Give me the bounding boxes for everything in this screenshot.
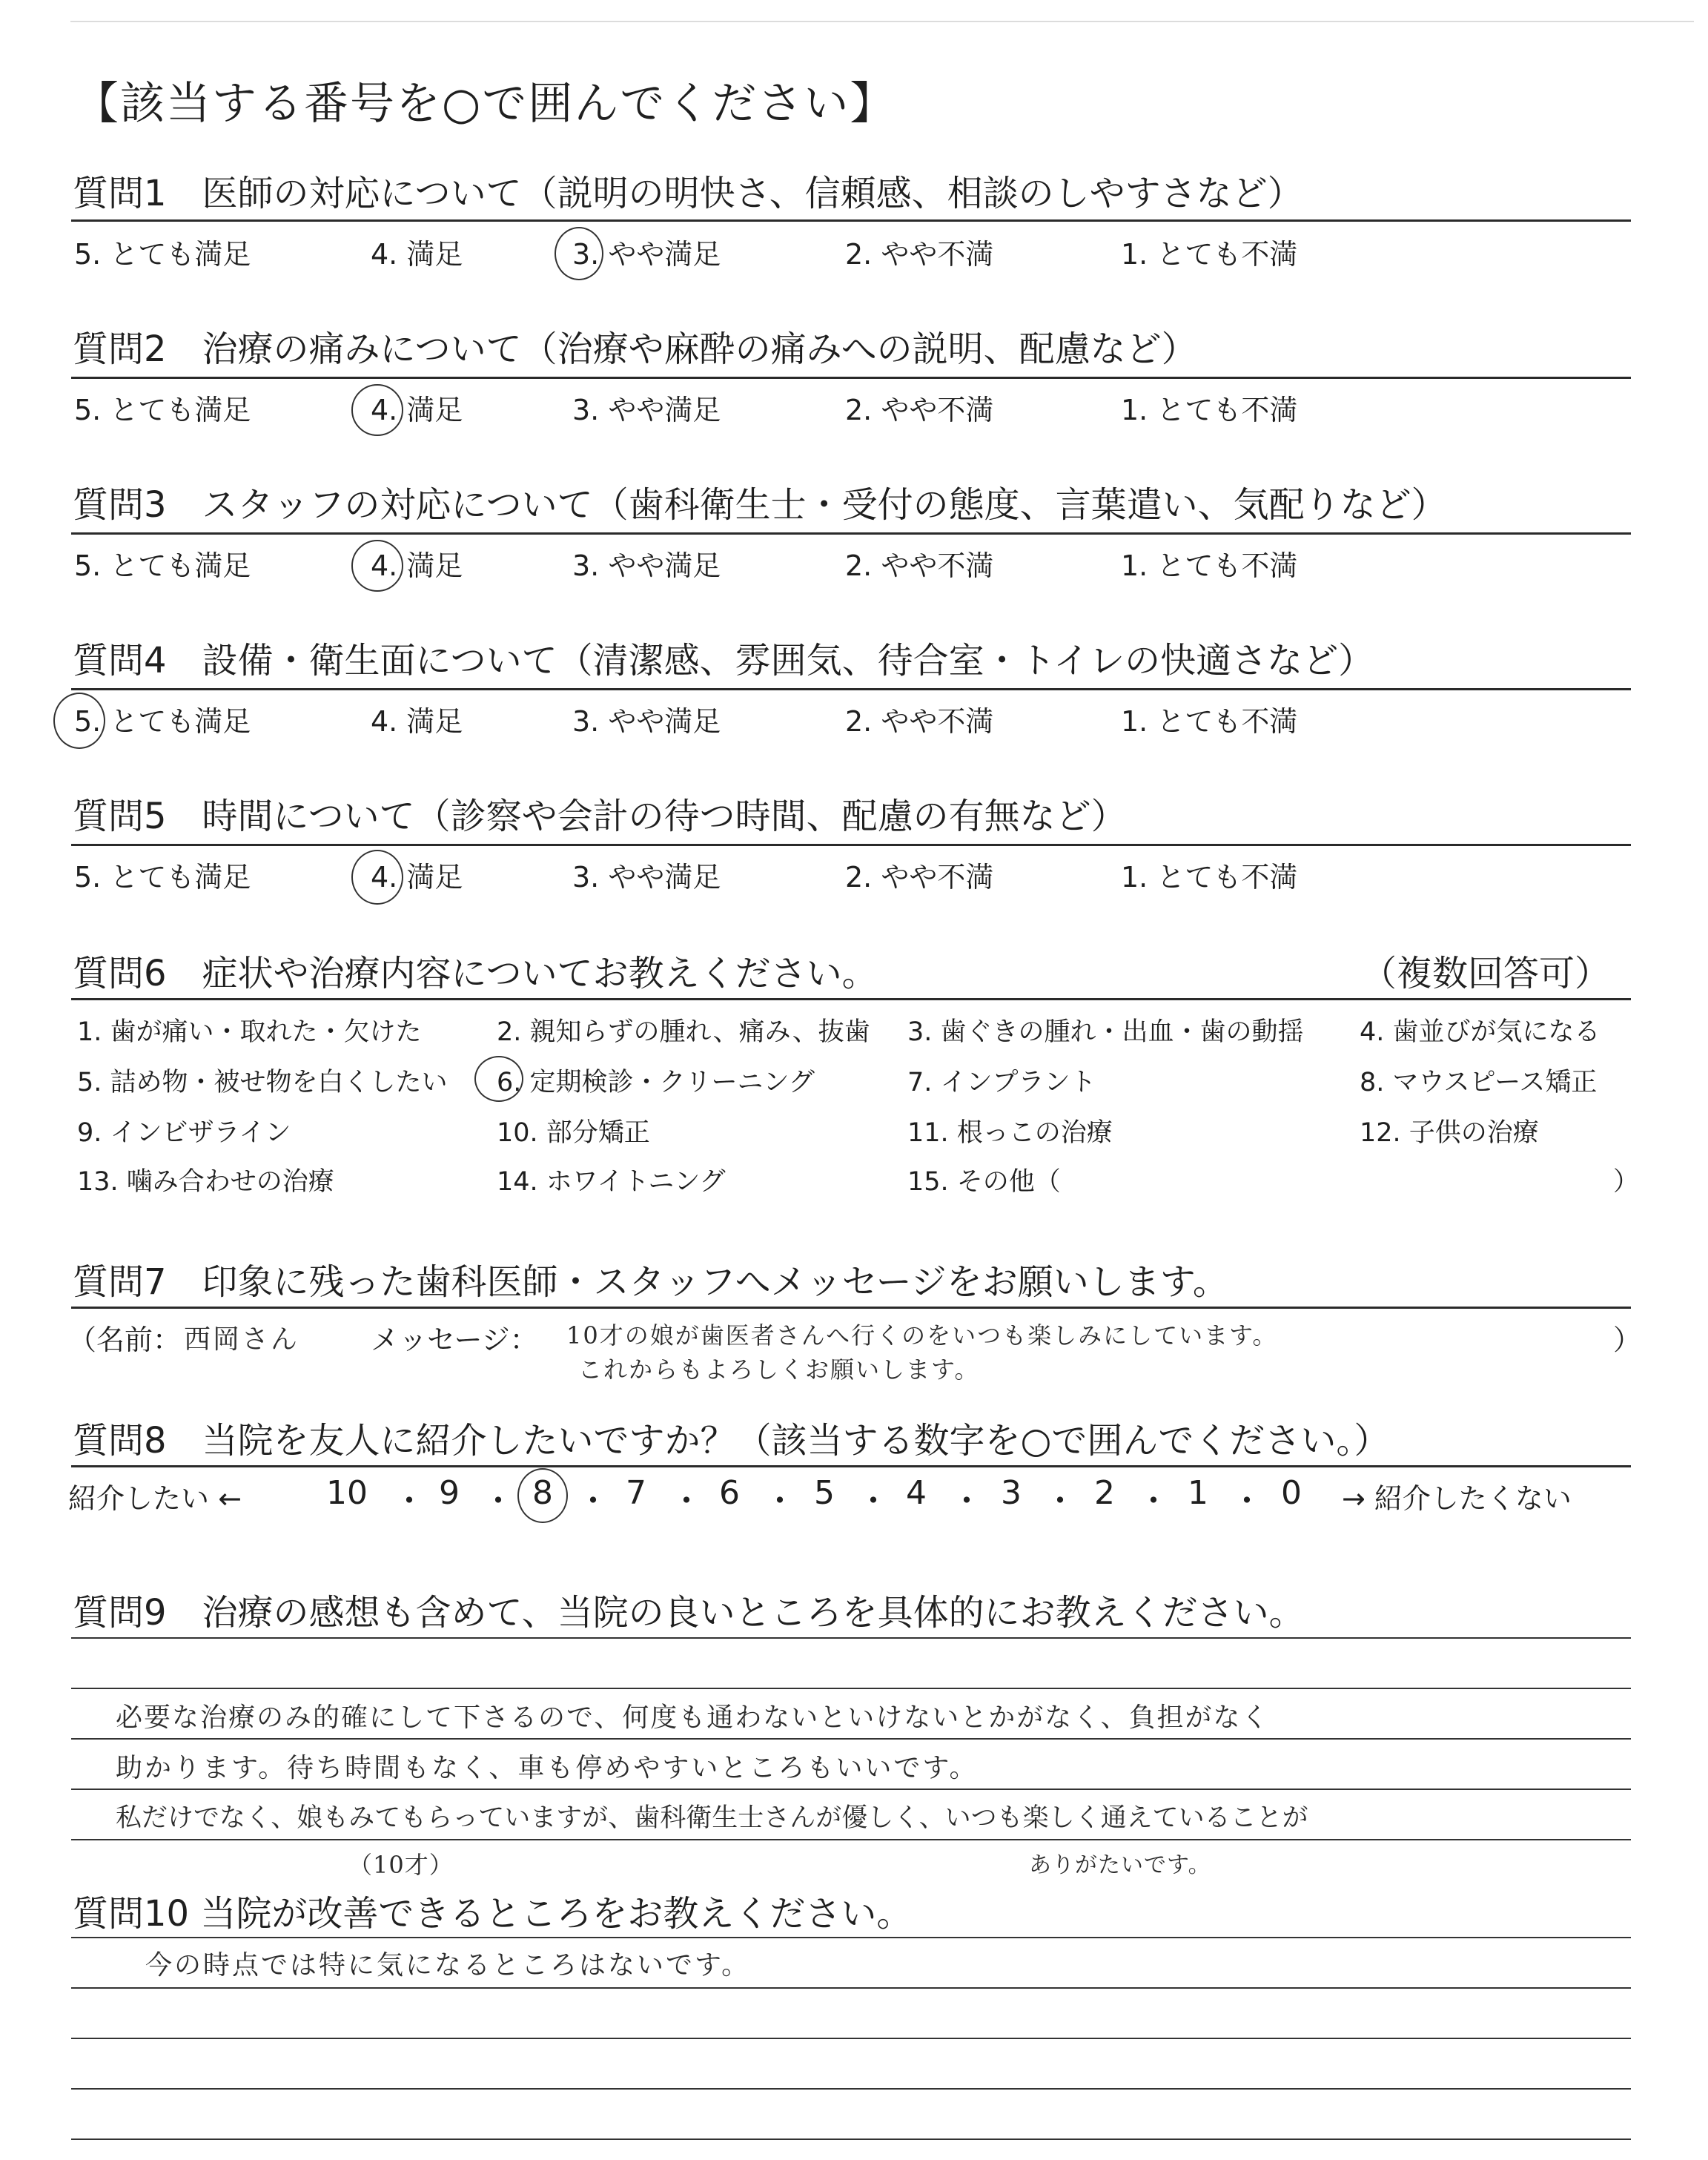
- q3-option-2[interactable]: 2. やや不満: [845, 549, 994, 582]
- q8-separator: ・: [1044, 1482, 1076, 1520]
- q1-rule: [71, 219, 1631, 222]
- q9-answer-line2: 助かります。待ち時間もなく、車も停めやすいところもいいです。: [116, 1753, 979, 1783]
- q8-scale-6[interactable]: 6: [719, 1474, 740, 1512]
- q6-multi-answer-note: （複数回答可）: [1361, 953, 1611, 994]
- q4-option-2[interactable]: 2. やや不満: [845, 705, 994, 738]
- q1-option-3[interactable]: 3. やや満足: [572, 238, 721, 271]
- q6-option-2[interactable]: 2. 親知らずの腫れ、痛み、抜歯: [497, 1017, 870, 1047]
- scan-top-edge: [70, 21, 1694, 22]
- q8-separator: ・: [857, 1482, 890, 1520]
- q3-option-1[interactable]: 1. とても不満: [1121, 549, 1298, 582]
- q3-option-3[interactable]: 3. やや満足: [572, 549, 721, 582]
- q2-rule: [71, 377, 1631, 379]
- q1-option-4[interactable]: 4. 満足: [371, 238, 463, 271]
- q5-option-4[interactable]: 4. 満足: [371, 861, 463, 894]
- q1-heading: 質問1 医師の対応について（説明の明快さ、信頼感、相談のしやすさなど）: [73, 173, 1303, 214]
- q6-selection-circle: [474, 1056, 523, 1102]
- q6-other-close-paren: ）: [1613, 1167, 1640, 1197]
- q6-rule: [71, 998, 1631, 1000]
- q1-option-5[interactable]: 5. とても満足: [74, 238, 251, 271]
- q7-name-value: 西岡さん: [184, 1324, 300, 1355]
- q4-heading: 質問4 設備・衛生面について（清潔感、雰囲気、待合室・トイレの快適さなど）: [73, 640, 1374, 681]
- q2-option-4[interactable]: 4. 満足: [371, 394, 463, 426]
- q10-line-3: [71, 2088, 1631, 2090]
- q10-line-1: [71, 1987, 1631, 1989]
- q9-line-2: [71, 1738, 1631, 1740]
- q5-heading: 質問5 時間について（診察や会計の待つ時間、配慮の有無など）: [73, 796, 1127, 837]
- q6-heading: 質問6 症状や治療内容についてお教えください。: [73, 953, 878, 994]
- q1-option-2[interactable]: 2. やや不満: [845, 238, 994, 271]
- q6-option-13[interactable]: 13. 噛み合わせの治療: [77, 1167, 334, 1197]
- q8-left-label: 紹介したい ←: [68, 1482, 242, 1515]
- q8-separator: ・: [950, 1482, 983, 1520]
- q1-option-1[interactable]: 1. とても不満: [1121, 238, 1298, 271]
- q6-option-7[interactable]: 7. インプラント: [907, 1068, 1096, 1097]
- q9-heading: 質問9 治療の感想も含めて、当院の良いところを具体的にお教えください。: [73, 1592, 1305, 1634]
- q8-separator: ・: [577, 1482, 609, 1520]
- q8-scale-10[interactable]: 10: [326, 1474, 368, 1512]
- q3-option-4[interactable]: 4. 満足: [371, 549, 463, 582]
- q8-separator: ・: [393, 1482, 426, 1520]
- q6-option-8[interactable]: 8. マウスピース矯正: [1360, 1068, 1598, 1097]
- q8-separator: ・: [670, 1482, 703, 1520]
- q4-option-5[interactable]: 5. とても満足: [74, 705, 251, 738]
- q4-selection-circle: [53, 693, 105, 749]
- q5-option-5[interactable]: 5. とても満足: [74, 861, 251, 894]
- q2-option-2[interactable]: 2. やや不満: [845, 394, 994, 426]
- q7-message-line2: これからもよろしくお願いします。: [578, 1355, 980, 1384]
- q6-option-6[interactable]: 6. 定期検診・クリーニング: [497, 1068, 815, 1097]
- q8-scale-0[interactable]: 0: [1281, 1474, 1302, 1512]
- q2-selection-circle: [351, 384, 403, 436]
- q6-option-4[interactable]: 4. 歯並びが気になる: [1360, 1017, 1601, 1047]
- q8-scale-5[interactable]: 5: [814, 1474, 835, 1512]
- q8-scale-8[interactable]: 8: [532, 1474, 553, 1512]
- q4-rule: [71, 688, 1631, 690]
- q6-option-3[interactable]: 3. 歯ぐきの腫れ・出血・歯の動揺: [907, 1017, 1304, 1047]
- q6-option-10[interactable]: 10. 部分矯正: [497, 1118, 650, 1148]
- q7-message-line1: 10才の娘が歯医者さんへ行くのをいつも楽しみにしています。: [566, 1321, 1278, 1350]
- q8-scale-7[interactable]: 7: [626, 1474, 646, 1512]
- q2-option-1[interactable]: 1. とても不満: [1121, 394, 1298, 426]
- q1-selection-circle: [555, 227, 603, 280]
- q10-line-0: [71, 1937, 1631, 1938]
- q9-answer-line4: ありがたいです。: [1029, 1852, 1211, 1878]
- q6-option-12[interactable]: 12. 子供の治療: [1360, 1118, 1539, 1148]
- q7-name-label: （名前：: [68, 1324, 182, 1356]
- q9-line-0: [71, 1637, 1631, 1639]
- q9-answer-insert: （10才）: [348, 1851, 454, 1879]
- q5-option-3[interactable]: 3. やや満足: [572, 861, 721, 894]
- q6-option-15[interactable]: 15. その他（: [907, 1167, 1061, 1197]
- q8-scale-4[interactable]: 4: [906, 1474, 927, 1512]
- q6-option-9[interactable]: 9. インビザライン: [77, 1118, 291, 1148]
- q8-scale-2[interactable]: 2: [1094, 1474, 1115, 1512]
- q10-heading: 質問10 当院が改善できるところをお教えください。: [73, 1893, 913, 1935]
- q5-option-1[interactable]: 1. とても不満: [1121, 861, 1298, 894]
- q5-option-2[interactable]: 2. やや不満: [845, 861, 994, 894]
- q6-option-11[interactable]: 11. 根っこの治療: [907, 1118, 1113, 1148]
- q9-line-1: [71, 1688, 1631, 1689]
- q3-selection-circle: [351, 540, 403, 592]
- q2-option-5[interactable]: 5. とても満足: [74, 394, 251, 426]
- q8-separator: ・: [764, 1482, 796, 1520]
- q7-close-paren: ）: [1613, 1324, 1642, 1356]
- q10-line-2: [71, 2038, 1631, 2039]
- q5-rule: [71, 844, 1631, 846]
- q8-scale-9[interactable]: 9: [439, 1474, 460, 1512]
- q8-scale-3[interactable]: 3: [1001, 1474, 1022, 1512]
- q4-option-4[interactable]: 4. 満足: [371, 705, 463, 738]
- q9-answer-line1: 必要な治療のみ的確にして下さるので、何度も通わないといけないとかがなく、負担がなく: [116, 1702, 1270, 1733]
- q10-line-4: [71, 2138, 1631, 2140]
- q3-heading: 質問3 スタッフの対応について（歯科衛生士・受付の態度、言葉遣い、気配りなど）: [73, 484, 1447, 526]
- q10-answer: 今の時点では特に気になるところはないです。: [145, 1950, 751, 1981]
- q6-option-1[interactable]: 1. 歯が痛い・取れた・欠けた: [77, 1017, 422, 1047]
- q9-answer-line3: 私だけでなく、娘もみてもらっていますが、歯科衛生士さんが優しく、いつも楽しく通えていることが: [116, 1803, 1308, 1833]
- q6-option-14[interactable]: 14. ホワイトニング: [497, 1167, 726, 1197]
- q8-separator: ・: [482, 1482, 514, 1520]
- q8-right-label: → 紹介したくない: [1342, 1482, 1572, 1515]
- q8-separator: ・: [1231, 1482, 1263, 1520]
- q8-scale-1[interactable]: 1: [1188, 1474, 1208, 1512]
- q7-rule: [71, 1307, 1631, 1309]
- q6-option-5[interactable]: 5. 詰め物・被せ物を白くしたい: [77, 1068, 448, 1097]
- form-title: 【該当する番号を○で囲んでください】: [74, 78, 896, 130]
- q9-line-4: [71, 1839, 1631, 1840]
- q2-option-3[interactable]: 3. やや満足: [572, 394, 721, 426]
- q2-heading: 質問2 治療の痛みについて（治療や麻酔の痛みへの説明、配慮など）: [73, 328, 1197, 370]
- q4-option-1[interactable]: 1. とても不満: [1121, 705, 1298, 738]
- q8-separator: ・: [1137, 1482, 1170, 1520]
- q8-heading: 質問8 当院を友人に紹介したいですか？（該当する数字を○で囲んでください。）: [73, 1420, 1390, 1462]
- q7-heading: 質問7 印象に残った歯科医師・スタッフへメッセージをお願いします。: [73, 1261, 1228, 1303]
- q7-message-label: メッセージ：: [371, 1324, 538, 1356]
- q8-selection-circle: [517, 1468, 568, 1523]
- q5-selection-circle: [351, 850, 403, 905]
- q3-rule: [71, 532, 1631, 535]
- q8-rule: [71, 1465, 1631, 1467]
- q9-line-3: [71, 1789, 1631, 1790]
- q3-option-5[interactable]: 5. とても満足: [74, 549, 251, 582]
- q4-option-3[interactable]: 3. やや満足: [572, 705, 721, 738]
